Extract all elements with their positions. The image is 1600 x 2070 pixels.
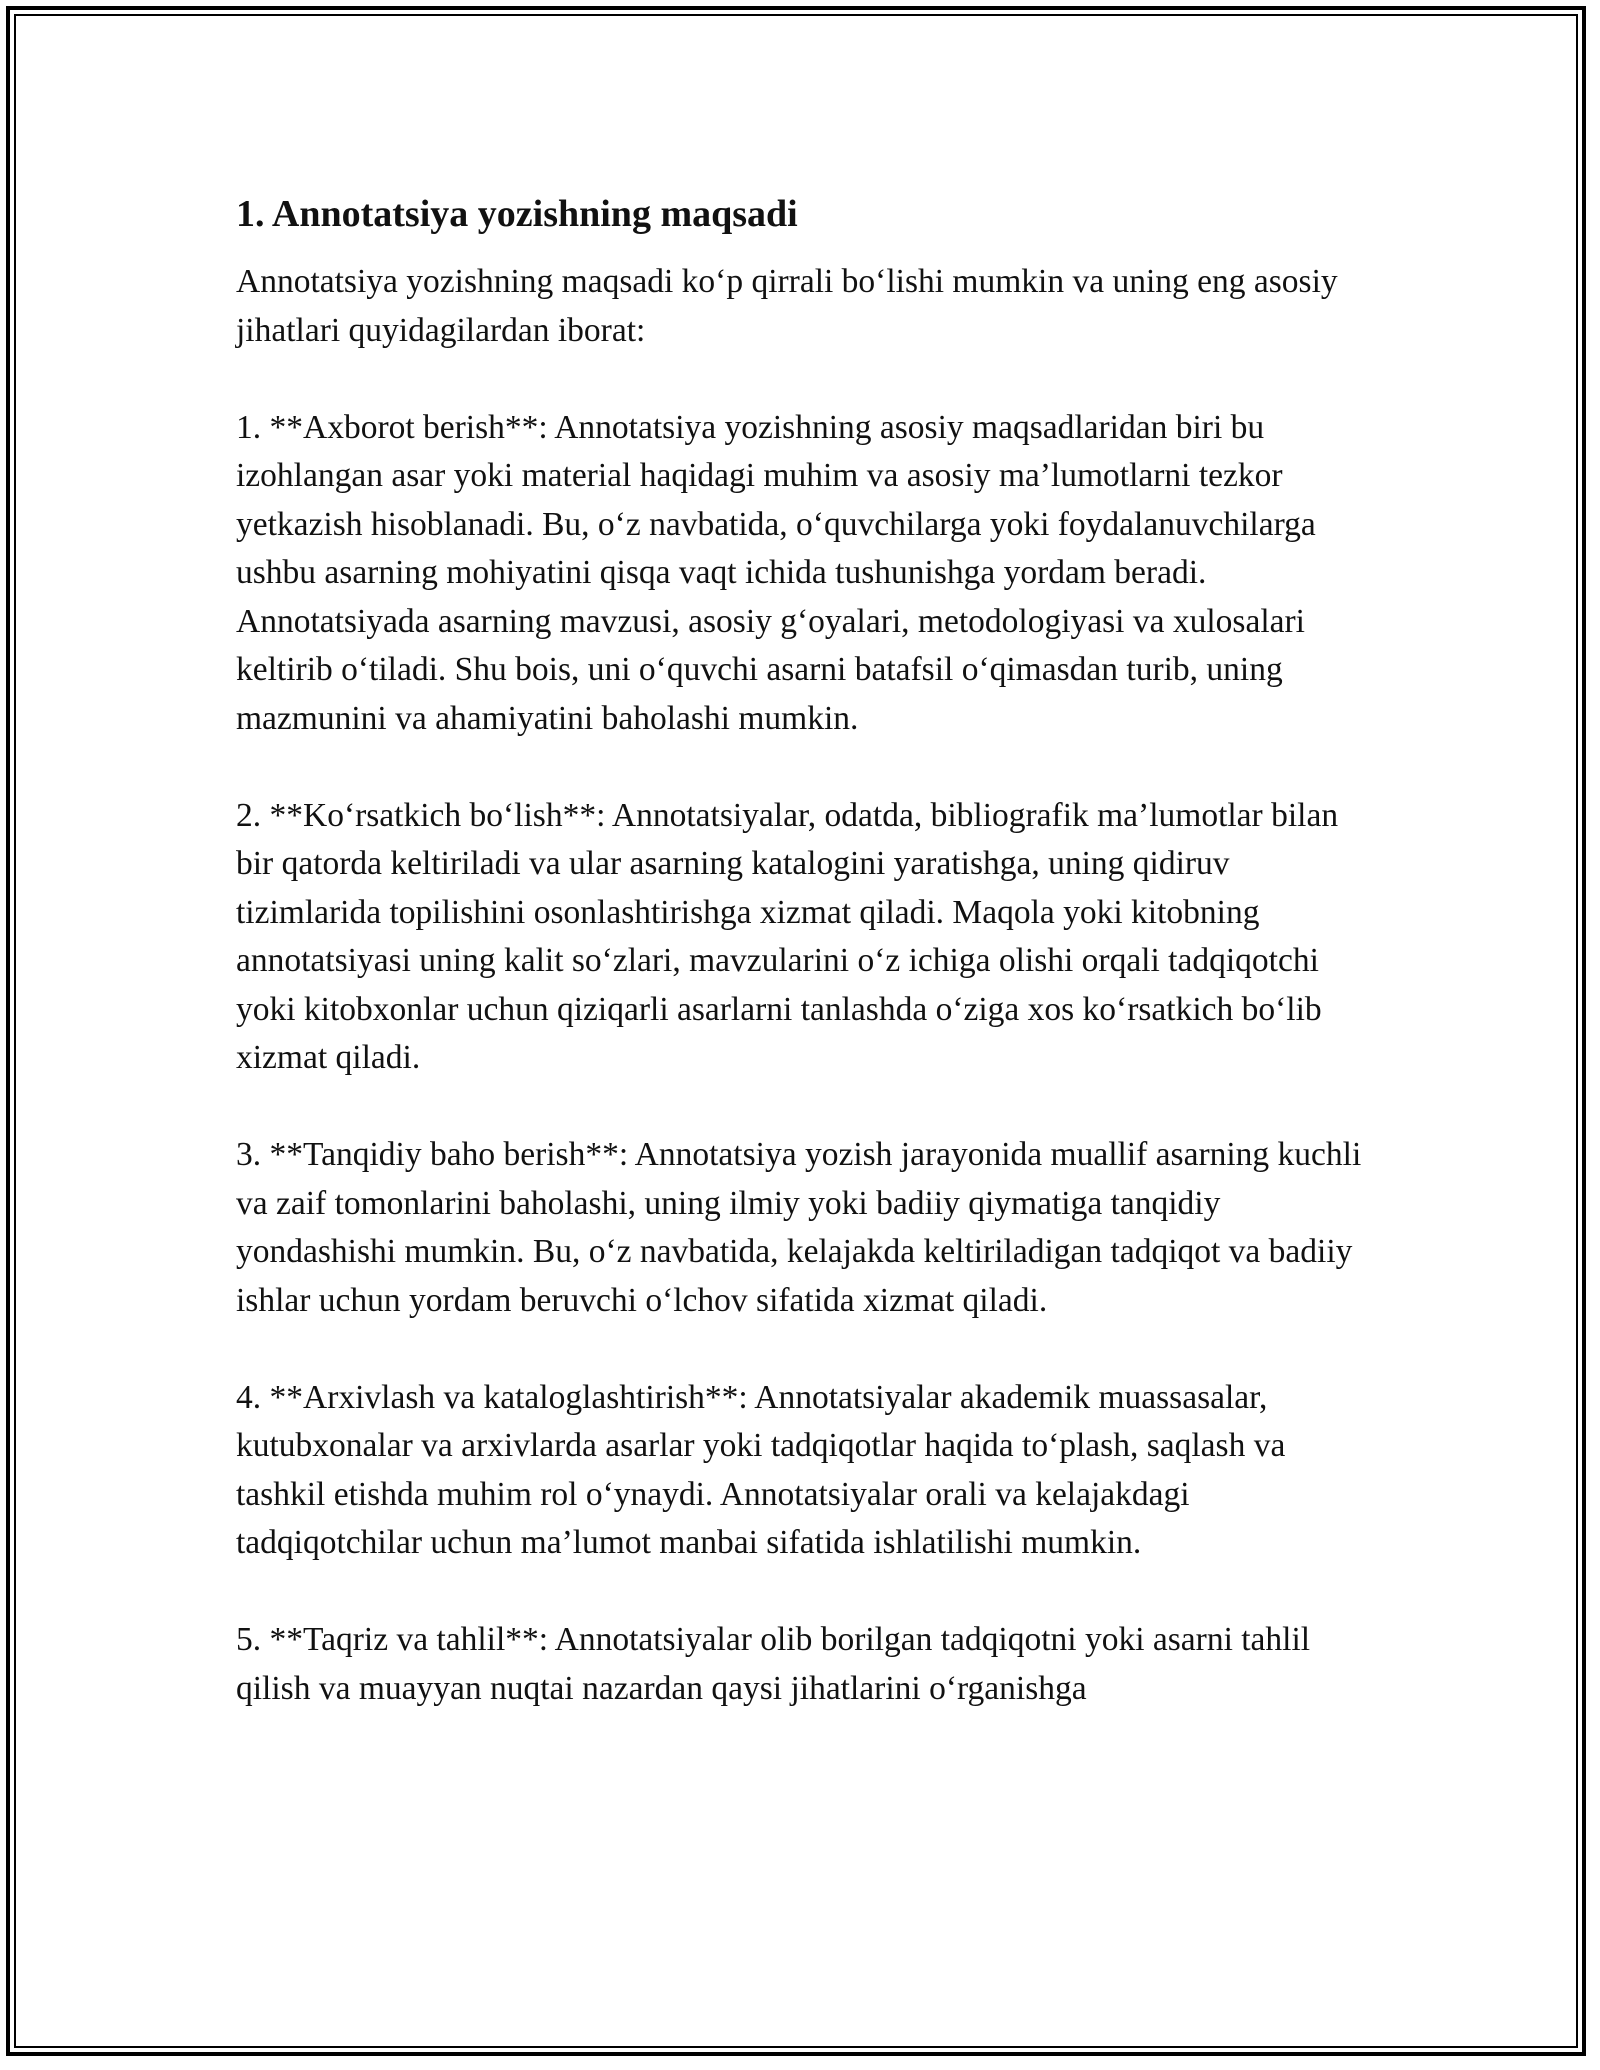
paragraph-item-4: 4. **Arxivlash va kataloglashtirish**: Annotatsiyalar akademik muassasalar, kutubxonalar va arxivlarda asarlar yoki tadqiqotlar haqida to‘plash, saqlash va tashkil etishda muhim rol o‘ynaydi. Annotatsiyalar orali va kelajakdagi tadqiqotchilar uchun ma’lumot manbai sifatida ishlatilishi mumkin. <box>236 1378 1286 1561</box>
paragraph-intro: Annotatsiya yozishning maqsadi ko‘p qirrali bo‘lishi mumkin va uning eng asosiy jihatlari quyidagilardan iborat: <box>236 263 1338 349</box>
paragraph-item-5: 5. **Taqriz va tahlil**: Annotatsiyalar olib borilgan tadqiqotni yoki asarni tahlil qilish va muayyan nuqtai nazardan qaysi jihatlarini o‘rganishga <box>236 1621 1311 1707</box>
section-heading: 1. Annotatsiya yozishning maqsadi <box>236 193 798 235</box>
paragraph-item-1: 1. **Axborot berish**: Annotatsiya yozishning asosiy maqsadlaridan biri bu izohlangan asar yoki material haqidagi muhim va asosiy ma’lumotlarni tezkor yetkazish hisoblanadi. Bu, o‘z navbatida, o‘quvchilarga yoki foydalanuvchilarga ushbu asarning mohiyatini qisqa vaqt ichida tushunishga yordam beradi. Annotatsiyada asarning mavzusi, asosiy g‘oyalari, metodologiyasi va xulosalari keltirib o‘tiladi. Shu bois, uni o‘quvchi asarni batafsil o‘qimasdan turib, uning mazmunini va ahamiyatini baholashi mumkin. <box>236 408 1316 737</box>
document-body <box>236 186 1376 1762</box>
paragraph-item-2: 2. **Ko‘rsatkich bo‘lish**: Annotatsiyalar, odatda, bibliografik ma’lumotlar bilan bir qatorda keltiriladi va ular asarning katalogini yaratishga, uning qidiruv tizimlarida topilishini osonlashtirishga xizmat qiladi. Maqola yoki kitobning annotatsiyasi uning kalit so‘zlari, mavzularini o‘z ichiga olishi orqali tadqiqotchi yoki kitobxonlar uchun qiziqarli asarlarni tanlashda o‘ziga xos ko‘rsatkich bo‘lib xizmat qiladi. <box>236 796 1339 1076</box>
paragraph-item-3: 3. **Tanqidiy baho berish**: Annotatsiya yozish jarayonida muallif asarning kuchli va zaif tomonlarini baholashi, uning ilmiy yoki badiiy qiymatiga tanqidiy yondashishi mumkin. Bu, o‘z navbatida, kelajakda keltiriladigan tadqiqot va badiiy ishlar uchun yordam beruvchi o‘lchov sifatida xizmat qiladi. <box>236 1136 1362 1319</box>
